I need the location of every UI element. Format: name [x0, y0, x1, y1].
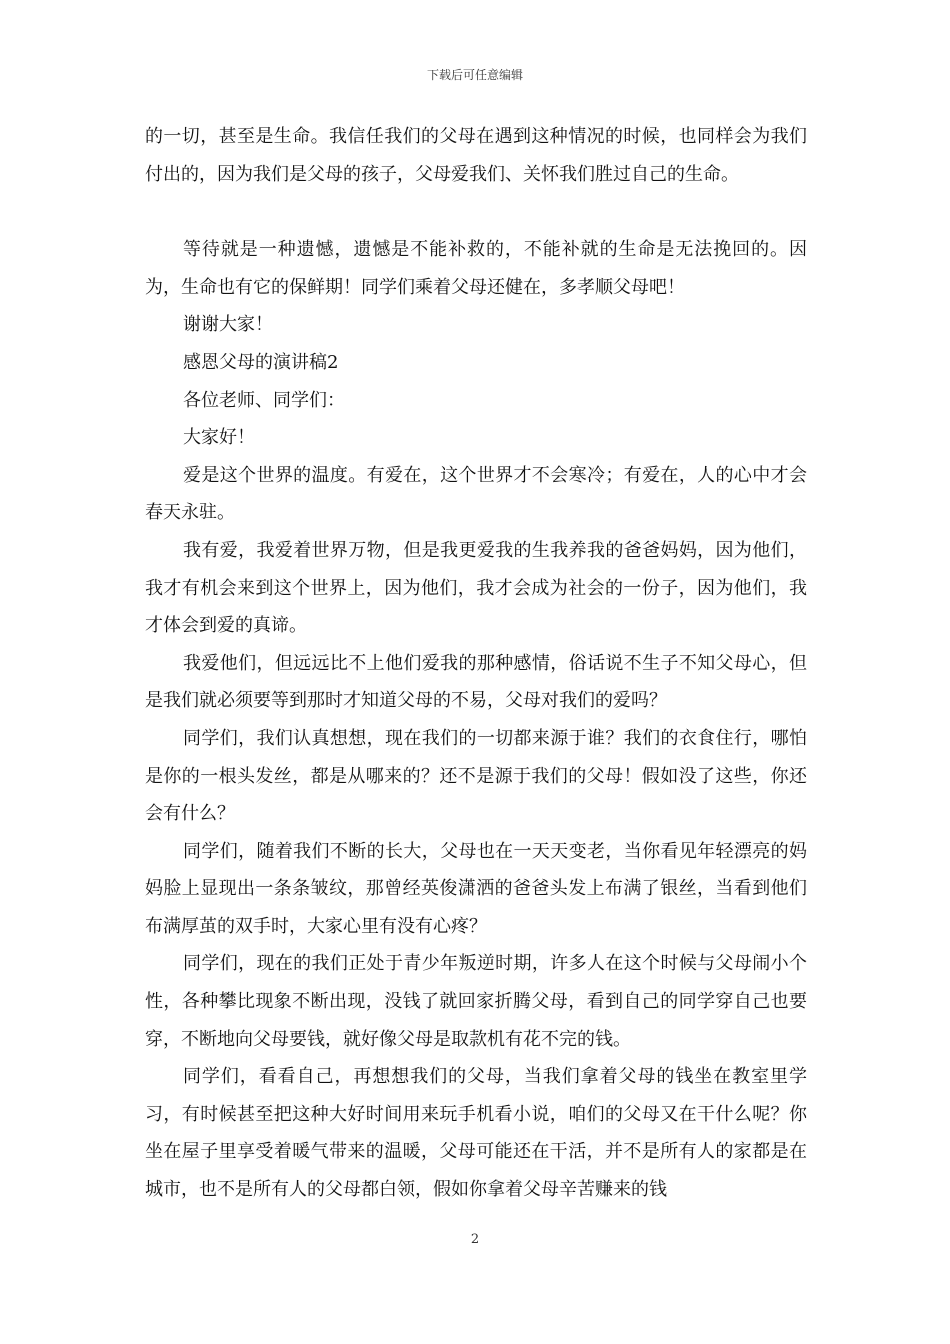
paragraph-i-love: 我有爱，我爱着世界万物，但是我更爱我的生我养我的爸爸妈妈，因为他们，我才有机会来到这个世界上，因为他们，我才会成为社会的一份子，因为他们，我才体会到爱的真谛。	[145, 539, 807, 637]
paragraph-growing-up: 同学们，随着我们不断的长大，父母也在一天天变老，当你看见年轻漂亮的妈妈脸上显现出一条条皱纹，那曾经英俊潇洒的爸爸头发上布满了银丝，当看到他们布满厚茧的双手时，大家心里有没有心疼？	[145, 840, 807, 937]
paragraph-continuation: 的一切，甚至是生命。我信任我们的父母在遇到这种情况的时候，也同样会为我们付出的，因为我们是父母的孩子，父母爱我们、关怀我们胜过自己的生命。	[145, 126, 807, 185]
page-number: 2	[470, 1232, 480, 1247]
paragraph-love-warmth: 爱是这个世界的温度。有爱在，这个世界才不会寒冷；有爱在，人的心中才会春天永驻。	[145, 464, 807, 524]
paragraph-thanks: 谢谢大家！	[183, 314, 273, 336]
document-body	[145, 118, 807, 1209]
paragraph-parents-heart: 我爱他们，但远远比不上他们爱我的那种感情，俗话说不生子不知父母心，但是我们就必须要等到那时才知道父母的不易，父母对我们的爱吗？	[145, 652, 807, 712]
speech-title: 感恩父母的演讲稿2	[183, 351, 339, 373]
page-header-note: 下载后可任意编辑	[426, 68, 523, 82]
paragraph-rebellion: 同学们，现在的我们正处于青少年叛逆时期，许多人在这个时候与父母闹小个性，各种攀比现象不断出现，没钱了就回家折腾父母，看到自己的同学穿自己也要穿，不断地向父母要钱，就好像父母是取款机有花不完的钱。	[145, 953, 807, 1050]
paragraph-regret: 等待就是一种遗憾，遗憾是不能补救的，不能补就的生命是无法挽回的。因为，生命也有它的保鲜期！同学们乘着父母还健在，多孝顺父母吧！	[145, 239, 807, 298]
greeting: 大家好！	[183, 427, 255, 449]
salutation: 各位老师、同学们：	[183, 389, 345, 411]
paragraph-think: 同学们，我们认真想想，现在我们的一切都来源于谁？我们的衣食住行，哪怕是你的一根头发丝，都是从哪来的？还不是源于我们的父母！假如没了这些，你还会有什么？	[145, 727, 807, 825]
paragraph-look-at-yourself: 同学们，看看自己，再想想我们的父母，当我们拿着父母的钱坐在教室里学习，有时候甚至把这种大好时间用来玩手机看小说，咱们的父母又在干什么呢？你坐在屋子里享受着暖气带来的温暖，父母可能还在干活，并不是所有人的家都是在城市，也不是所有人的父母都白领，假如你拿着父母辛苦赚来的钱	[145, 1066, 807, 1201]
